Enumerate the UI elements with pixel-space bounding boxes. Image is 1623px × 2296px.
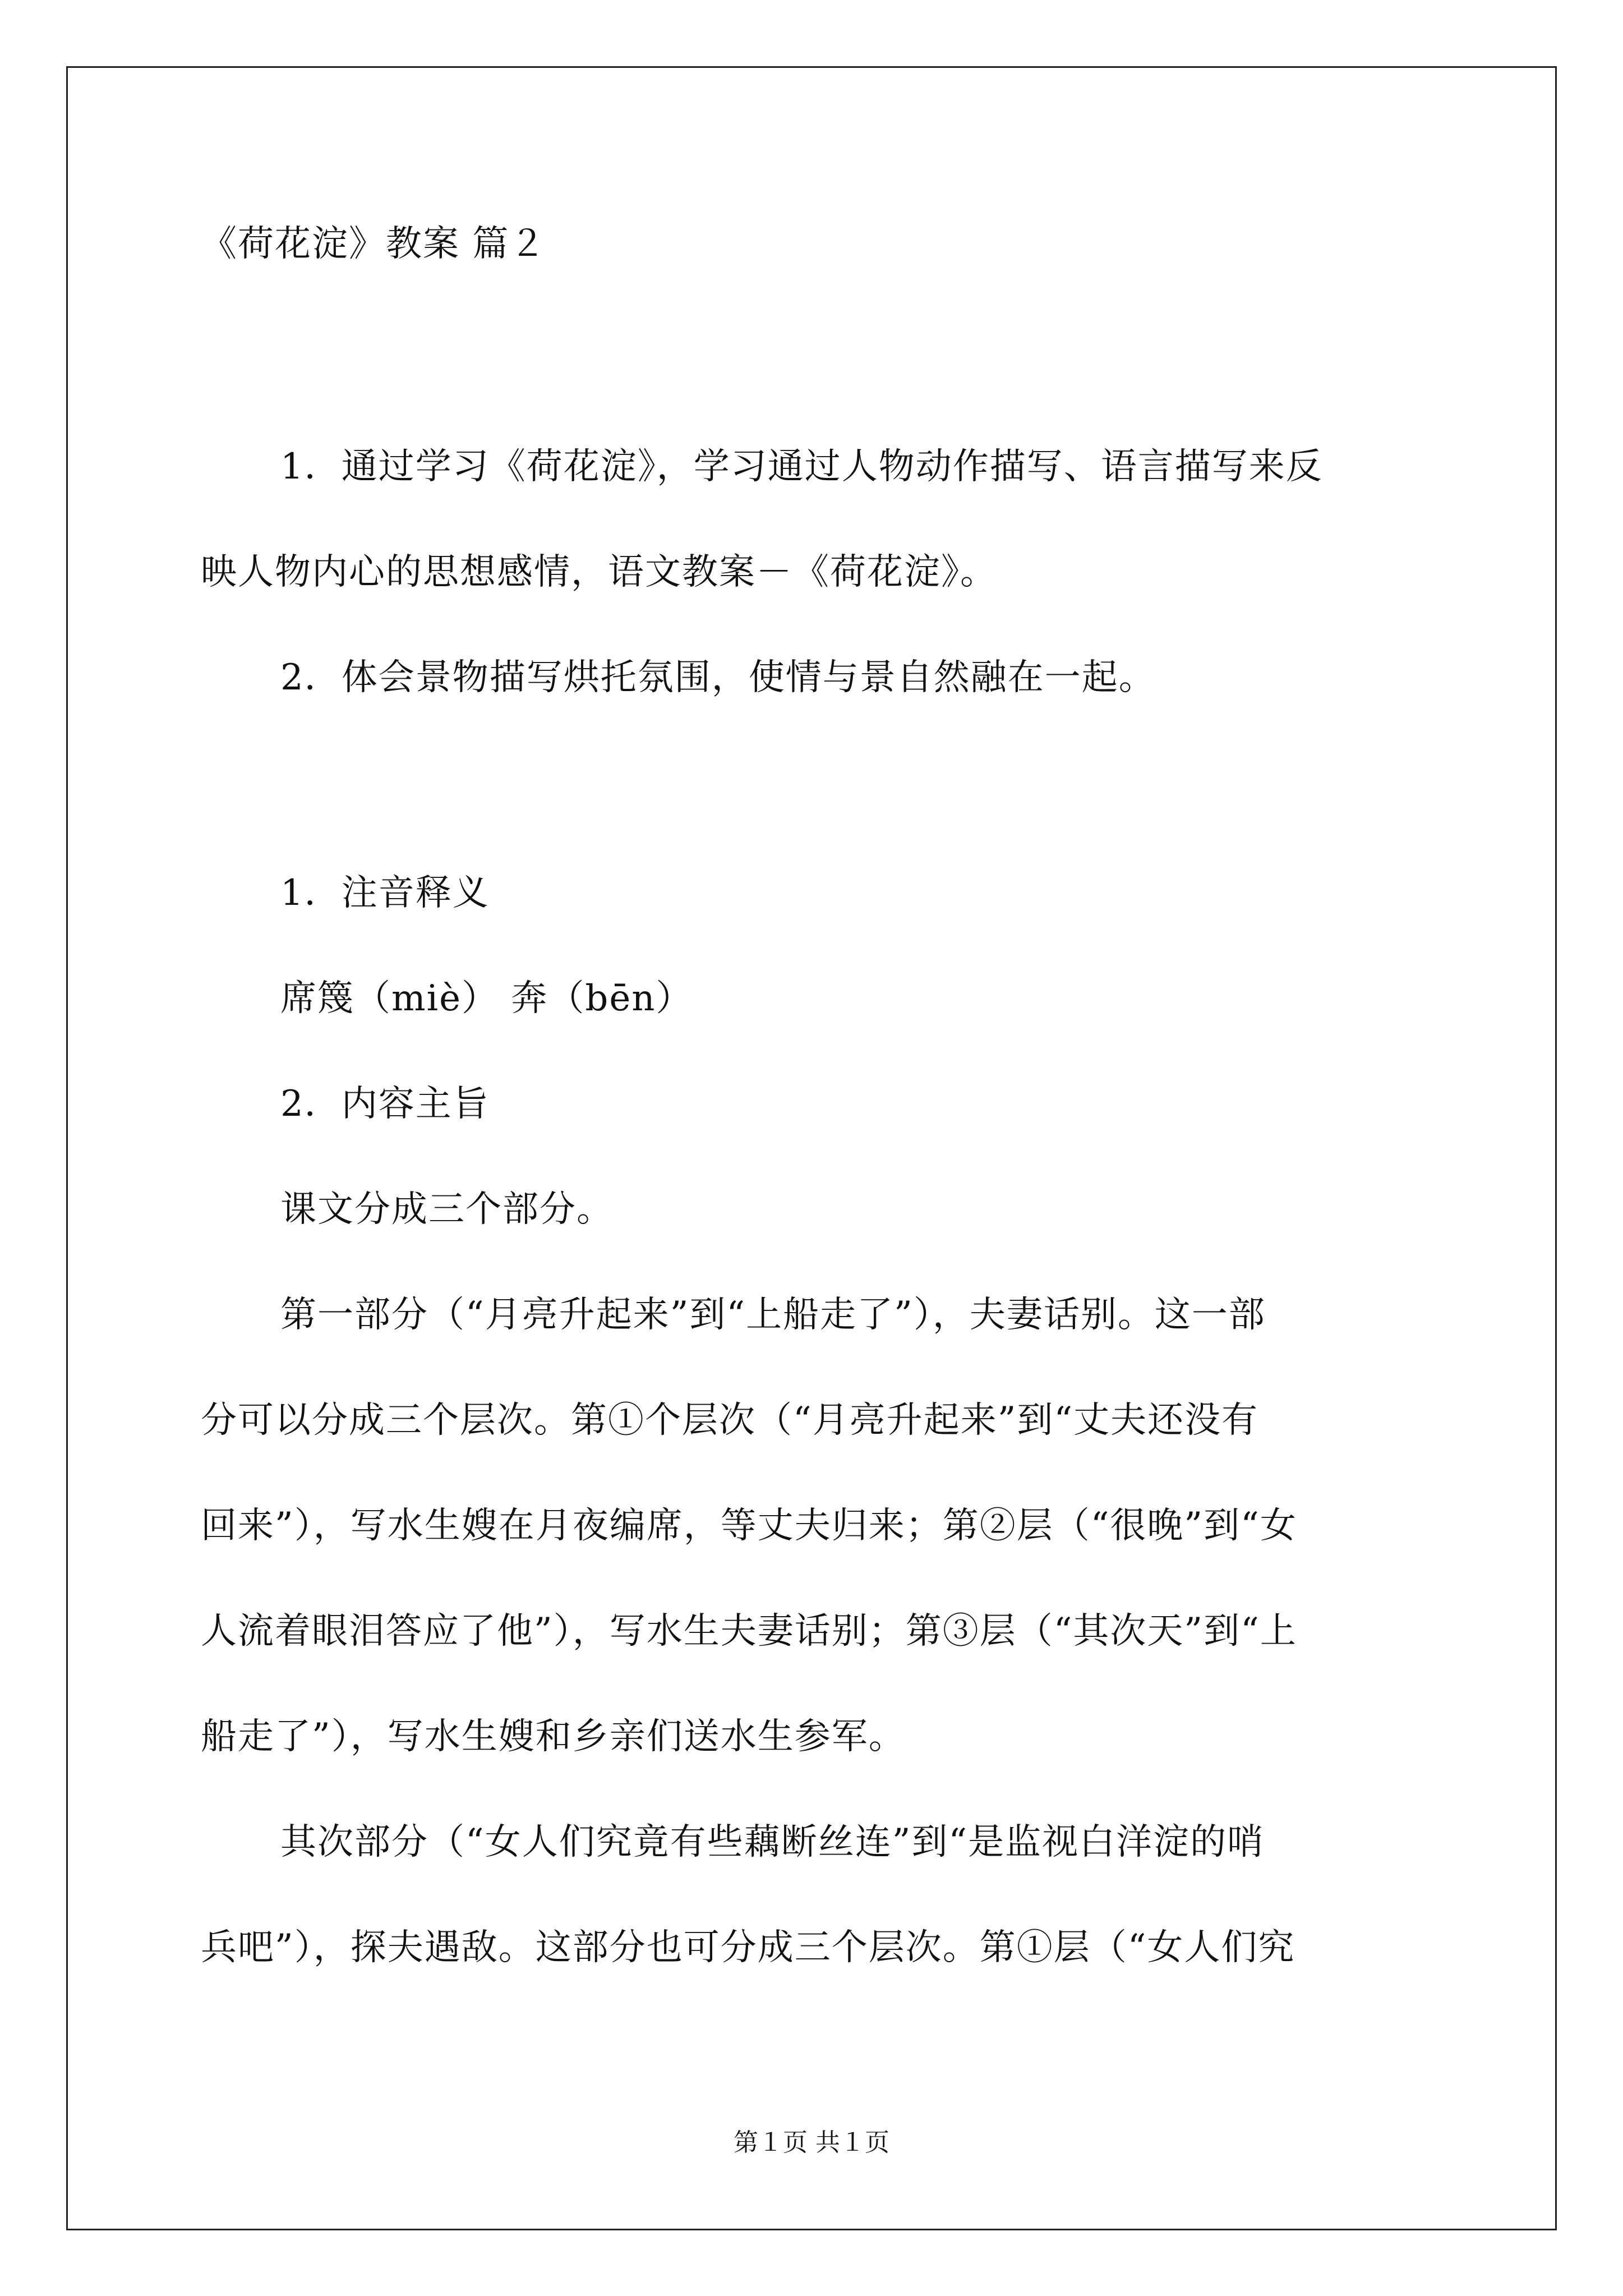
part-1-line-1: 第一部分（“月亮升起来”到“上船走了”），夫妻话别。这一部 bbox=[280, 1294, 1266, 1336]
document-title: 《荷花淀》教案 篇２ bbox=[201, 223, 547, 265]
section-1-heading: 1．注音释义 bbox=[280, 872, 490, 914]
part-1-line-4: 人流着眼泪答应了他”），写水生夫妻话别；第③层（“其次天”到“上 bbox=[201, 1611, 1297, 1652]
pronunciation-line: 席篾（miè） 奔（bēn） bbox=[280, 978, 693, 1019]
part-2-line-2: 兵吧”），探夫遇敌。这部分也可分成三个层次。第①层（“女人们究 bbox=[201, 1927, 1295, 1968]
part-2-line-1: 其次部分（“女人们究竟有些藕断丝连”到“是监视白洋淀的哨 bbox=[280, 1821, 1265, 1863]
page-footer: 第１页 共１页 bbox=[734, 2128, 889, 2157]
division-intro: 课文分成三个部分。 bbox=[280, 1189, 614, 1230]
objective-2: 2．体会景物描写烘托氛围，使情与景自然融在一起。 bbox=[280, 657, 1156, 698]
section-2-heading: 2．内容主旨 bbox=[280, 1083, 490, 1125]
part-1-line-2: 分可以分成三个层次。第①个层次（“月亮升起来”到“丈夫还没有 bbox=[201, 1400, 1259, 1441]
objective-1-line-2: 映人物内心的思想感情，语文教案－《荷花淀》。 bbox=[201, 551, 997, 593]
objective-1-line-1: 1．通过学习《荷花淀》，学习通过人物动作描写、语言描写来反 bbox=[280, 446, 1323, 487]
part-1-line-3: 回来”），写水生嫂在月夜编席，等丈夫归来；第②层（“很晚”到“女 bbox=[201, 1505, 1297, 1547]
page-border bbox=[66, 66, 1557, 2230]
part-1-line-5: 船走了”），写水生嫂和乡亲们送水生参军。 bbox=[201, 1716, 906, 1757]
